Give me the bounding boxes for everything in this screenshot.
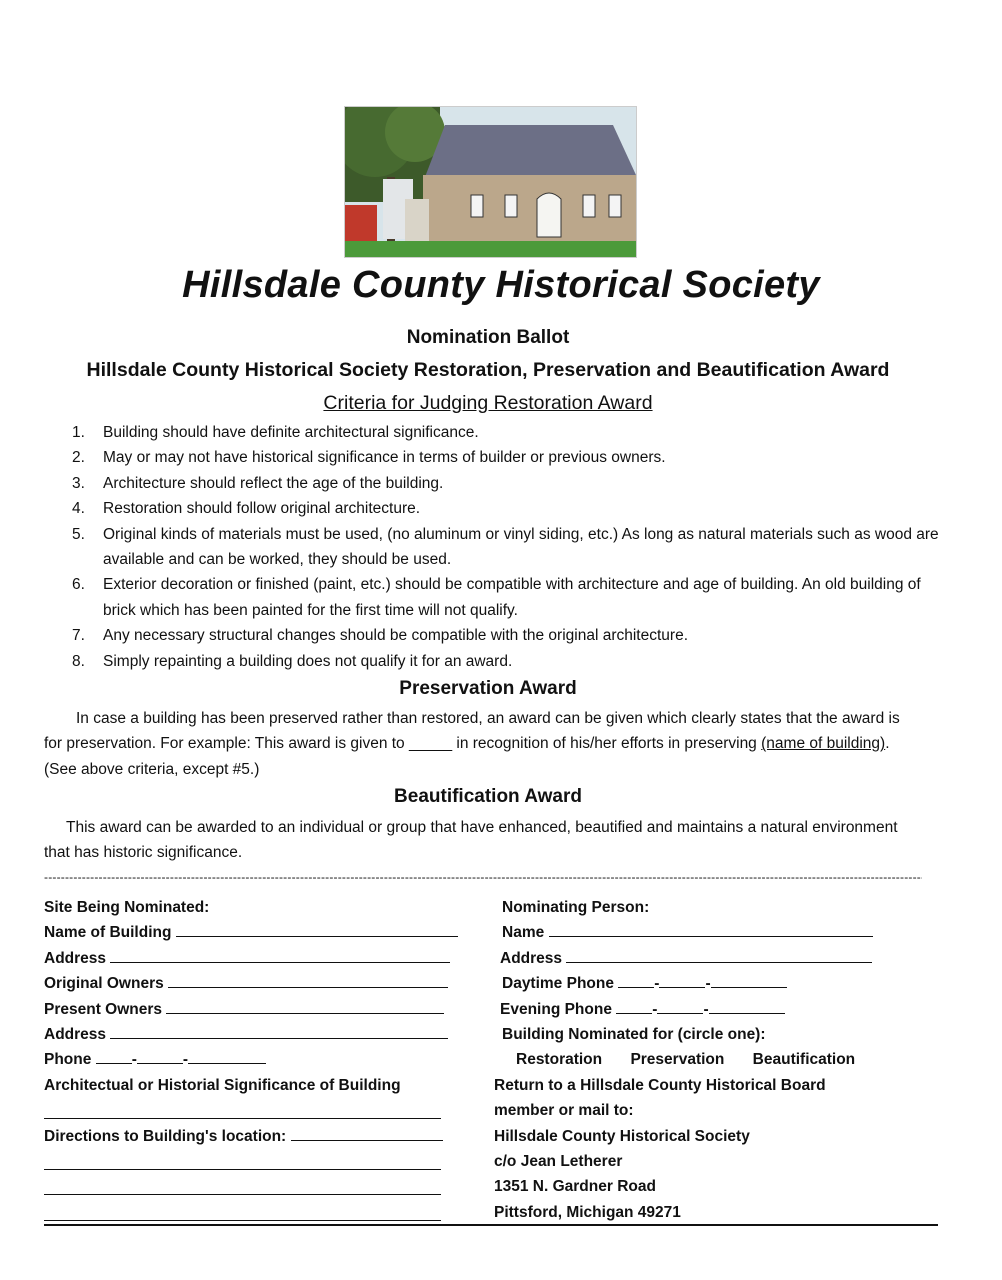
building-name-placeholder: (name of building) [761,735,886,753]
criterion-item [72,572,942,623]
nominator-name-field[interactable] [549,920,873,937]
criterion-text: May or may not have historical significance in terms of builder or previous owners. [103,449,666,467]
nominator-address-label: Address [500,949,563,967]
mail-street: 1351 N. Gardner Road [494,1178,656,1196]
cut-line [44,872,922,882]
criterion-number: 3. [72,474,85,492]
directions-field[interactable] [291,1124,443,1141]
directions-label: Directions to Building's location: [44,1127,287,1145]
nominator-name-label: Name [502,924,545,942]
ballot-heading: Nomination Ballot [406,327,570,348]
site-section: Site Being Nominated: Name of Building Address Original Owners Present Owners Address Phone - - Architectual or Historial Significance of Building Directions to Building's location: [44,895,464,1225]
building-name-label: Name of Building [44,924,172,942]
preservation-heading: Preservation Award [399,678,577,699]
criterion-item [72,522,942,573]
criterion-item [72,623,942,648]
directions-line-1[interactable] [44,1169,441,1170]
original-owners-label: Original Owners [44,975,164,993]
building-name-field[interactable] [176,920,458,937]
site-address-label: Address [44,949,107,967]
criterion-number: 7. [72,627,85,645]
criterion-text: Architecture should reflect the age of the building. [103,474,444,492]
significance-label: Architectual or Historial Significance of Building [44,1076,401,1094]
beautification-text: This award can be awarded to an individual or group that have enhanced, beautified and maintains a natural environment that has historic significance. [44,819,898,862]
preservation-text [44,706,914,782]
criterion-item [72,471,942,496]
criterion-number: 2. [72,449,85,467]
circle-one-label: Building Nominated for (circle one): [502,1025,766,1043]
criterion-text: Simply repainting a building does not qualify it for an award. [103,652,513,670]
preservation-text-b: in recognition of his/her efforts in preserving [452,735,762,753]
mail-org: Hillsdale County Historical Society [494,1127,750,1145]
society-title: Hillsdale County Historical Society [182,264,820,306]
criterion-text: Restoration should follow original architecture. [103,500,421,518]
criterion-number: 8. [72,652,85,670]
building-photo [344,106,637,258]
present-owners-field[interactable] [166,997,444,1014]
preservation-blank: _____ [408,735,453,753]
option-preservation[interactable]: Preservation [630,1051,725,1069]
bottom-rule [44,1224,938,1226]
criterion-item [72,496,942,521]
evening-phone-label: Evening Phone [500,1000,612,1018]
daytime-phone-label: Daytime Phone [502,975,614,993]
original-owners-field[interactable] [168,971,448,988]
present-owners-label: Present Owners [44,1000,163,1018]
daytime-phone-number[interactable] [711,971,787,988]
criterion-item [72,649,942,674]
criterion-text: Any necessary structural changes should be compatible with the original architecture. [103,627,689,645]
site-address-field[interactable] [110,946,450,963]
site-phone-area[interactable] [96,1047,132,1064]
mail-city: Pittsford, Michigan 49271 [494,1203,681,1221]
criterion-text: Original kinds of materials must be used, (no aluminum or vinyl siding, etc.) As long as natural materials such as wood are available and can be worked, they should be used. [103,525,939,569]
criterion-number: 4. [72,500,85,518]
criterion-item [72,445,942,470]
evening-phone-area[interactable] [616,997,652,1014]
nominator-address-field[interactable] [566,946,872,963]
directions-line-2[interactable] [44,1194,441,1195]
site-address2-field[interactable] [110,1022,448,1039]
option-beautification[interactable]: Beautification [752,1051,856,1069]
mail-care-of: c/o Jean Letherer [494,1152,623,1170]
daytime-phone-area[interactable] [618,971,654,988]
site-phone-prefix[interactable] [137,1047,183,1064]
return-instruction-2: member or mail to: [494,1102,634,1120]
criterion-text: Building should have definite architectural significance. [103,424,479,441]
preservation-text-a: In case a building has been preserved rather than restored, an award can be given which clearly states that the award is for preservation. For example: This award is given to [44,710,900,753]
evening-phone-prefix[interactable] [657,997,703,1014]
preservation-text-c: . (See above criteria, except #5.) [44,735,890,778]
criteria-heading: Criteria for Judging Restoration Award [323,392,653,414]
award-title: Hillsdale County Historical Society Restoration, Preservation and Beautification Award [86,359,890,381]
criterion-number: 5. [72,525,85,543]
site-phone-number[interactable] [188,1047,266,1064]
criterion-item [72,420,942,445]
criterion-text: Exterior decoration or finished (paint, etc.) should be compatible with architecture and age of building. An old building of brick which has been painted for the first time will not qualify. [103,576,921,619]
criterion-number: 6. [72,576,85,594]
significance-field[interactable] [44,1118,441,1119]
site-heading: Site Being Nominated: [44,899,210,916]
site-phone-label: Phone [44,1051,92,1069]
nominator-heading: Nominating Person: [502,899,650,916]
return-instruction-1: Return to a Hillsdale County Historical Board [494,1076,826,1094]
criterion-number: 1. [72,424,85,441]
nominator-section: Nominating Person: Name Address Daytime Phone - - Evening Phone - - Building Nominated for (circle one): Restoration Preservation Beautification Return to a Hillsdale County Historical Board member or mail to: Hillsdale County Historical Society c/o Jean Letherer 1351 N. Gardner Road Pittsford, Michigan 49271 [494,895,954,1225]
directions-line-3[interactable] [44,1220,441,1221]
daytime-phone-prefix[interactable] [659,971,705,988]
beautification-heading: Beautification Award [394,786,582,807]
criteria-list [72,420,942,674]
option-restoration[interactable]: Restoration [516,1051,603,1069]
site-address2-label: Address [44,1025,107,1043]
evening-phone-number[interactable] [709,997,785,1014]
